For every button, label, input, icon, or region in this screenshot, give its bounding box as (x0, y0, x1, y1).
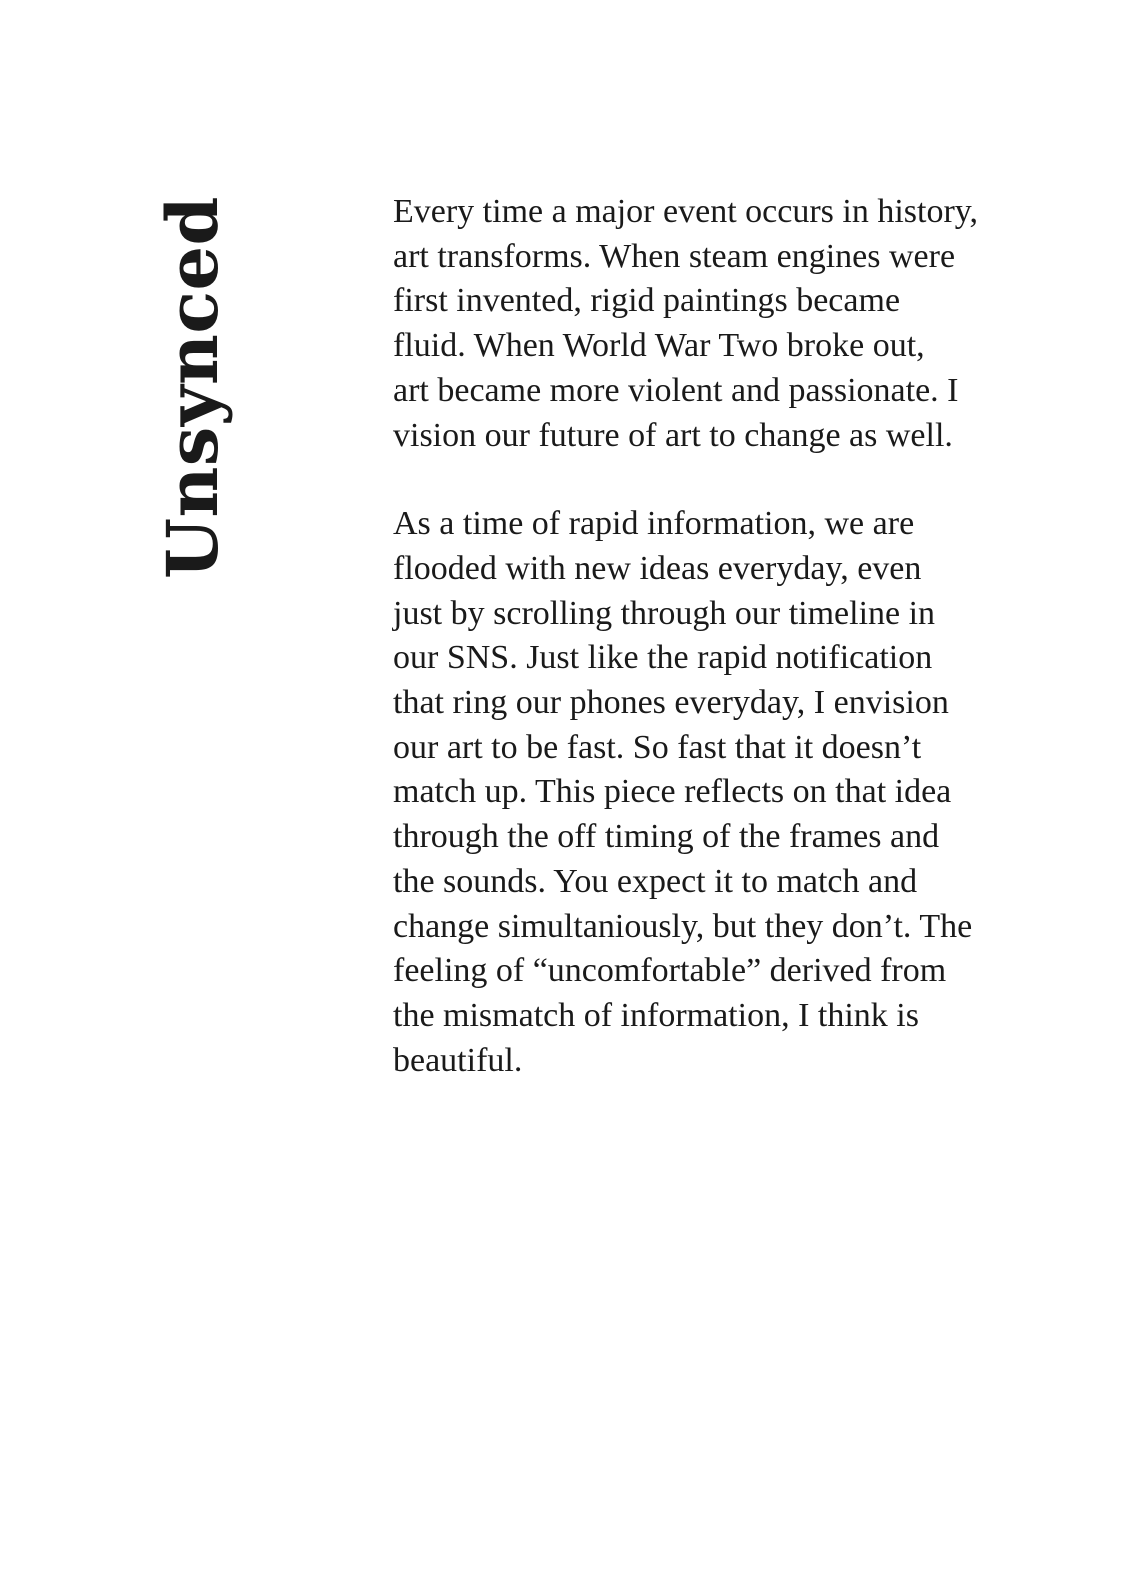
paragraph-1 (393, 190, 1043, 458)
text-line: first invented, rigid paintings became (393, 282, 901, 320)
text-line: art became more violent and passionate. I (393, 371, 959, 409)
page-title: Unsynced (151, 196, 234, 580)
text-line: feeling of “uncomfortable” derived from (393, 952, 947, 990)
text-line: change simultaniously, but they don’t. The (393, 907, 973, 945)
text-line: Every time a major event occurs in history, (393, 193, 979, 230)
text-line: art transforms. When steam engines were (393, 237, 956, 275)
text-line: our art to be fast. So fast that it doesn’t (393, 728, 922, 766)
text-line: the sounds. You expect it to match and (393, 862, 918, 900)
text-line: beautiful. (393, 1041, 523, 1079)
text-line: fluid. When World War Two broke out, (393, 327, 925, 365)
text-line: the mismatch of information, I think is (393, 996, 919, 1034)
text-line: that ring our phones everyday, I envision (393, 684, 949, 722)
body-text (393, 190, 1043, 1083)
text-line: As a time of rapid information, we are (393, 505, 915, 543)
text-line: through the off timing of the frames and (393, 818, 940, 856)
paragraph-2 (393, 502, 1043, 1083)
text-line: our SNS. Just like the rapid notification (393, 639, 933, 677)
text-line: flooded with new ideas everyday, even (393, 549, 922, 587)
title-container (151, 196, 234, 616)
text-line: just by scrolling through our timeline in (393, 594, 936, 632)
text-line: vision our future of art to change as well. (393, 416, 953, 454)
text-line: match up. This piece reflects on that idea (393, 773, 952, 811)
